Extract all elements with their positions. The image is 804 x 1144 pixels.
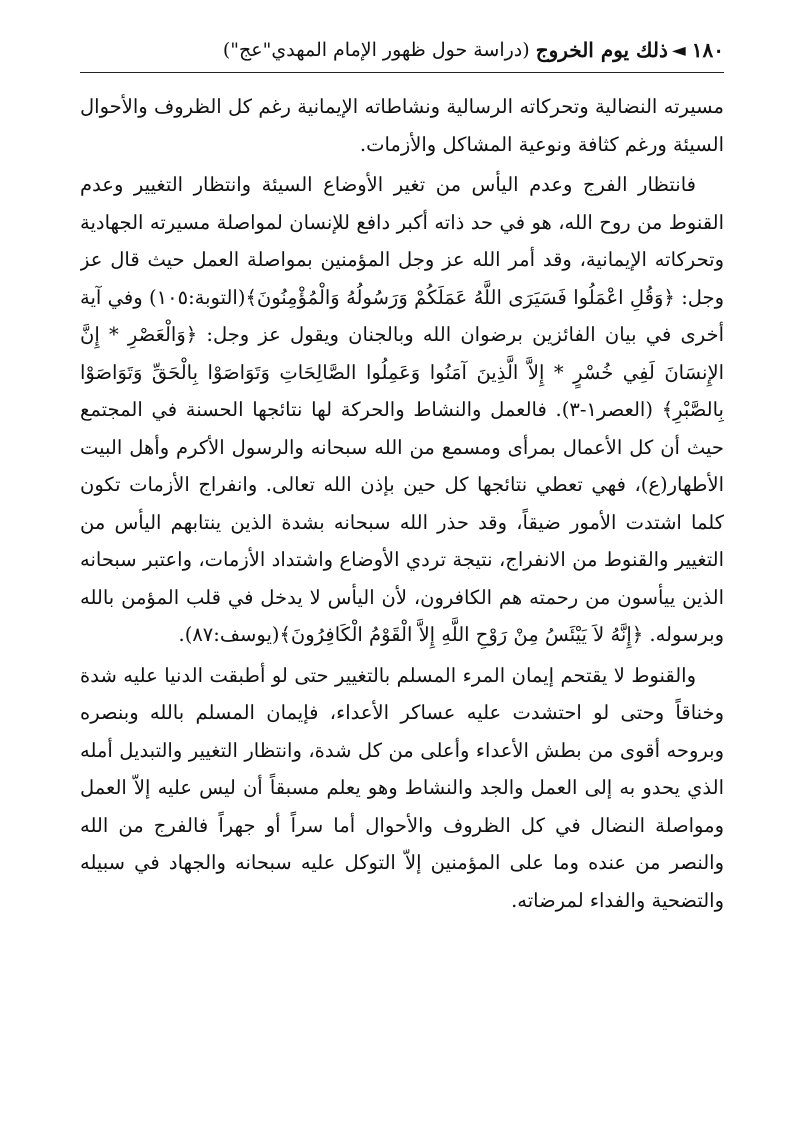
header-arrow-icon: ◄ (671, 39, 686, 61)
paragraph-3: والقنوط لا يقتحم إيمان المرء المسلم بالتغيير حتى لو أطبقت الدنيا عليه شدة وخناقاً وحتى لو احتشدت عليه عساكر الأعداء، فإيمان المسلم بالله وبنصره وبروحه أقوى من بطش الأعداء وأعلى من كل شدة، وانتظار التغيير والتبديل أمله الذي يحدو به إلى العمل والجد والنشاط وهو يعلم مسبقاً أن ليس عليه إلاّ العمل ومواصلة النضال في كل الظروف والأحوال أما سراً أو جهراً فالفرج من الله والنصر من عنده وما على المؤمنين إلاّ التوكل عليه سبحانه والجهاد في سبيله والتضحية والفداء لمرضاته. (80, 663, 724, 912)
header-divider (80, 72, 724, 73)
book-subtitle: (دراسة حول ظهور الإمام المهدي"عج") (222, 39, 530, 61)
book-title: ذلك يوم الخروج (535, 38, 668, 62)
paragraph-2: فانتظار الفرج وعدم اليأس من تغير الأوضاع السيئة وانتظار التغيير وعدم القنوط من روح الله، هو في حد ذاته أكبر دافع للإنسان لمواصلة مسيرته الجهادية وتحركاته الإيمانية، وقد أمر الله عز وجل المؤمنين بمواصلة العمل حيث قال عز وجل: ﴿وَقُلِ اعْمَلُوا فَسَيَرَى اللَّهُ عَمَلَكُمْ وَرَسُولُهُ وَالْمُؤْمِنُونَ﴾(التوبة:١٠٥) وفي آية أخرى في بيان الفائزين برضوان الله وبالجنان ويقول عز وجل: ﴿وَالْعَصْرِ * إِنَّ الإِنسَانَ لَفِي خُسْرٍ * إِلاَّ الَّذِينَ آمَنُوا وَعَمِلُوا الصَّالِحَاتِ وَتَوَاصَوْا بِالْحَقِّ وَتَوَاصَوْا بِالصَّبْرِ﴾ (العصر١-٣). فالعمل والنشاط والحركة لها نتائجها الحسنة في المجتمع حيث أن كل الأعمال بمرأى ومسمع من الله سبحانه والرسول الأكرم وأهل البيت الأطهار(ع)، فهي تعطي نتائجها كل حين بإذن الله تعالى. وانفراج الأزمات تكون كلما اشتدت الأمور ضيقاً، وقد حذر الله سبحانه بشدة الذين ينتابهم اليأس من التغيير والقنوط من الانفراج، نتيجة تردي الأوضاع واشتداد الأزمات، واعتبر سبحانه الذين ييأسون من رحمته هم الكافرون، لأن اليأس لا يدخل في قلب المؤمن بالله وبرسوله. ﴿إِنَّهُ لاَ يَيْئَسُ مِنْ رَوْحِ اللَّهِ إِلاَّ الْقَوْمُ الْكَافِرُونَ﴾(يوسف:٨٧). (80, 173, 724, 646)
body-text (80, 88, 724, 1048)
paragraph-1: مسيرته النضالية وتحركاته الرسالية ونشاطاته الإيمانية رغم كل الظروف والأحوال السيئة ورغم كثافة ونوعية المشاكل والأزمات. (80, 95, 724, 156)
page-number: ١٨٠ (691, 38, 724, 62)
running-header (80, 30, 724, 70)
